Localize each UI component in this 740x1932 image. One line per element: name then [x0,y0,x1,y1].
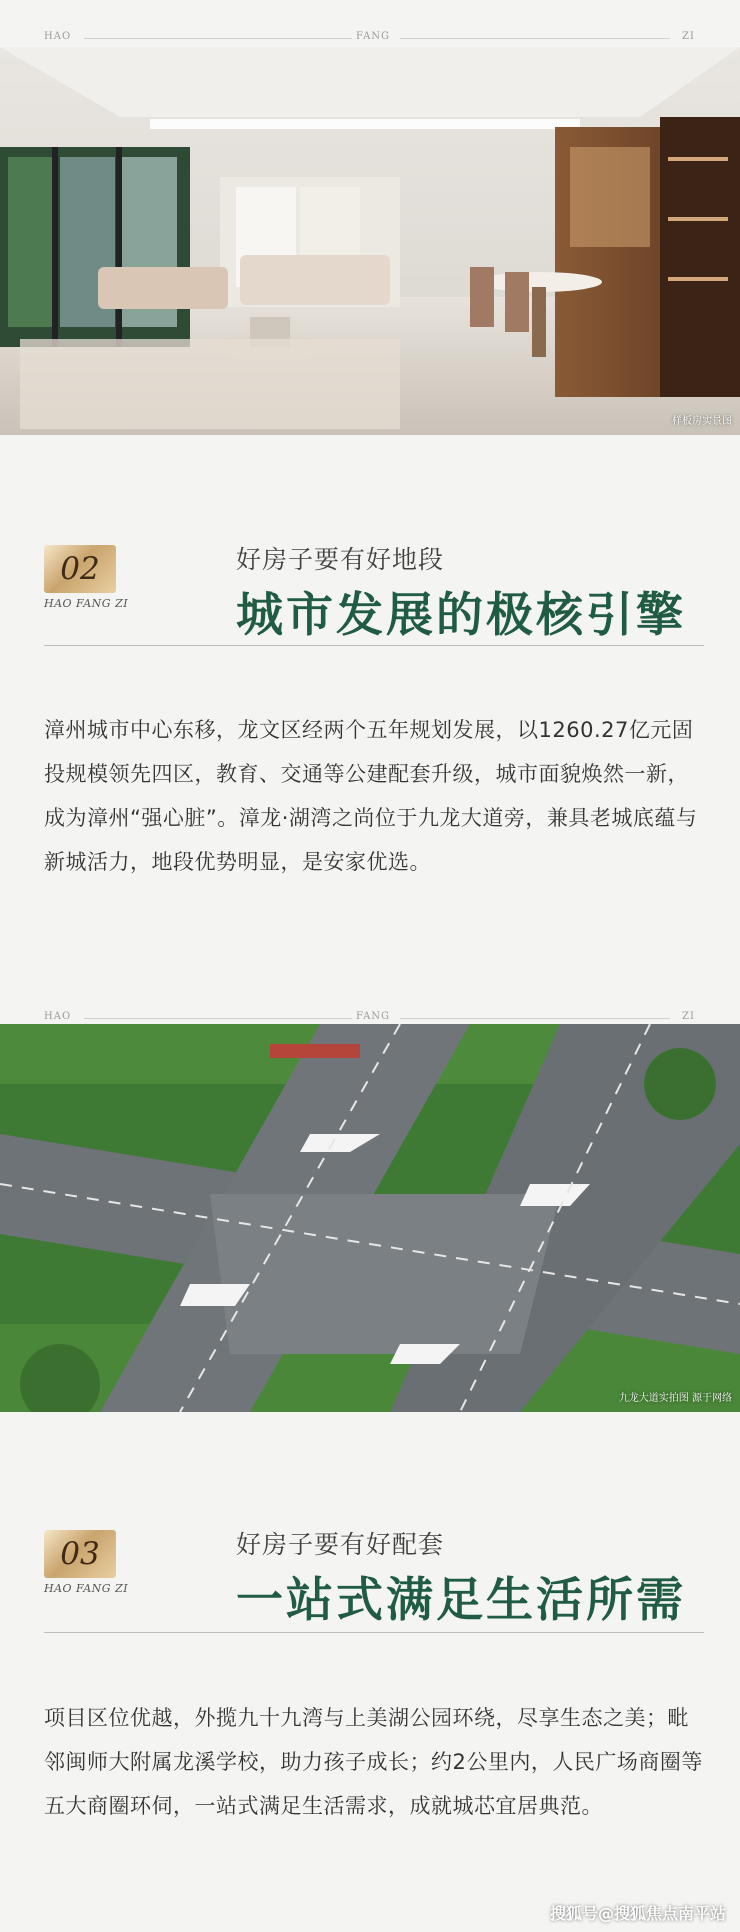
section-number: 02 [60,551,100,587]
strip-right-label: ZI [682,31,695,42]
strip-line [400,1018,670,1019]
interior-photo [0,47,740,435]
interior-illustration [0,47,740,435]
section-sub-label: HAO FANG ZI [44,1582,129,1595]
watermark: 搜狐号@搜狐焦点南平站 [549,1904,726,1923]
strip-line [84,38,352,39]
section-title: 城市发展的极核引擎 [236,588,686,643]
section-sub-label: HAO FANG ZI [44,597,129,610]
strip-left-label: HAO [44,31,72,42]
aerial-illustration [0,1024,740,1412]
photo-caption: 样板房实景图 [672,416,732,427]
strip-mid-label: FANG [356,1011,391,1022]
section-kicker: 好房子要有好地段 [236,545,445,574]
section-number: 03 [60,1536,100,1572]
section-paragraph: 项目区位优越，外揽九十九湾与上美湖公园环绕，尽享生态之美；毗邻闽师大附属龙溪学校，助力孩子成长；约2公里内，人民广场商圈等五大商圈环伺，一站式满足生活需求，成就城芯宜居典范。 [44,1706,703,1818]
strip-line [400,38,670,39]
aerial-photo [0,1024,740,1412]
section-divider [44,1632,704,1633]
header-strip [0,0,740,44]
section-paragraph: 漳州城市中心东移，龙文区经两个五年规划发展，以1260.27亿元固投规模领先四区，教育、交通等公建配套升级，城市面貌焕然一新，成为漳州“强心脏”。漳龙·湖湾之尚位于九龙大道旁，兼具老城底蕴与新城活力，地段优势明显，是安家优选。 [44,718,698,874]
section-divider [44,645,704,646]
strip-right-label: ZI [682,1011,695,1022]
strip-left-label: HAO [44,1011,72,1022]
section-kicker: 好房子要有好配套 [236,1530,445,1559]
section-badge [44,1530,116,1578]
section-title: 一站式满足生活所需 [236,1573,686,1628]
strip-mid-label: FANG [356,31,391,42]
header-strip [0,980,740,1024]
photo-caption: 九龙大道实拍图 源于网络 [618,1393,732,1404]
strip-line [84,1018,352,1019]
section-badge [44,545,116,593]
